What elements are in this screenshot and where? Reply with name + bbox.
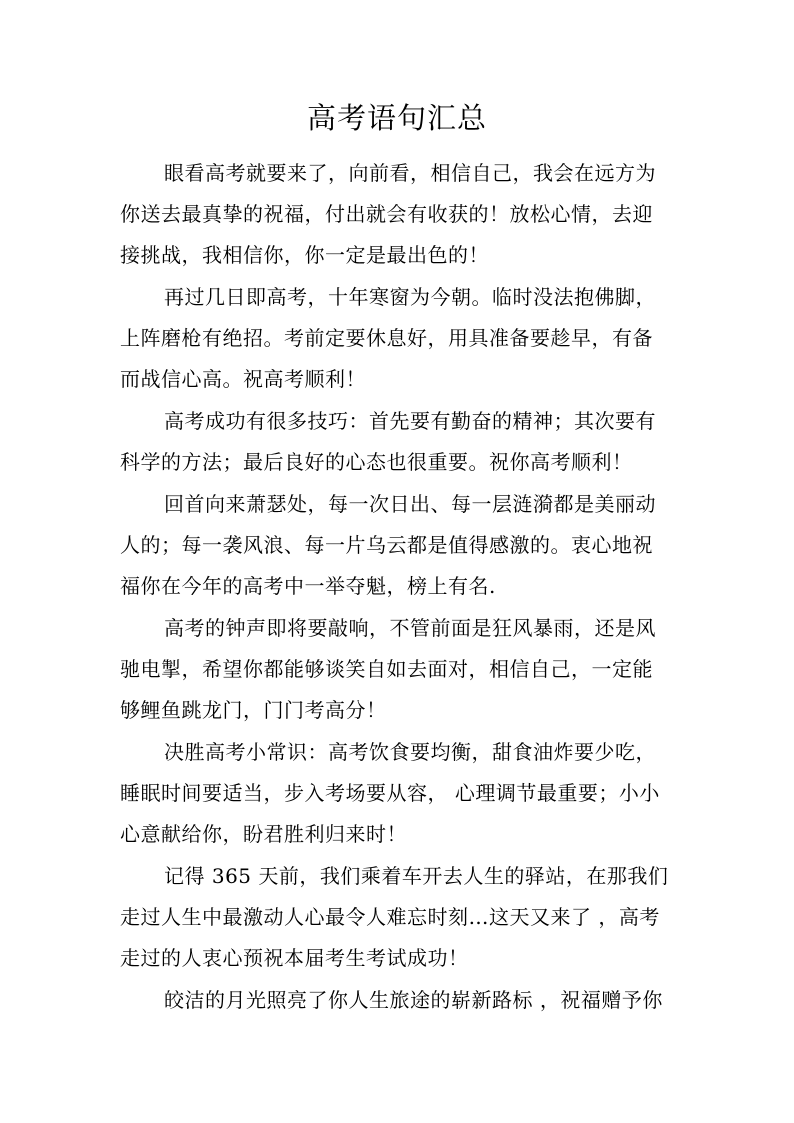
paragraph-8-line-1: 皎洁的月光照亮了你人生旅途的崭新路标 ，祝福赠予你 — [164, 988, 663, 1012]
paragraph-4-line-1: 回首向来萧瑟处，每一次日出、每一层涟漪都是美丽动 — [164, 492, 656, 516]
paragraph-7-line-3: 走过的人衷心预祝本届考生考试成功！ — [120, 946, 469, 970]
paragraph-1-line-2: 你送去最真挚的祝福，付出就会有收获的！放松心情，去迎 — [120, 202, 653, 226]
paragraph-2-line-2: 上阵磨枪有绝招。考前定要休息好，用具准备要趁早，有备 — [120, 326, 653, 350]
paragraph-2-line-3: 而战信心高。祝高考顺利！ — [120, 367, 366, 391]
paragraph-4-line-2: 人的；每一袭风浪、每一片乌云都是值得感激的。衷心地祝 — [120, 533, 653, 557]
paragraph-4-line-3: 福你在今年的高考中一举夺魁，榜上有名. — [120, 574, 496, 598]
paragraph-6-line-2: 睡眠时间要适当，步入考场要从容， 心理调节最重要；小小 — [120, 781, 660, 805]
paragraph-3-line-2: 科学的方法；最后良好的心态也很重要。祝你高考顺利！ — [120, 450, 633, 474]
paragraph-1-line-3: 接挑战，我相信你，你一定是最出色的！ — [120, 243, 489, 267]
paragraph-3-line-1: 高考成功有很多技巧：首先要有勤奋的精神；其次要有 — [164, 409, 656, 433]
paragraph-6-line-1: 决胜高考小常识：高考饮食要均衡，甜食油炸要少吃， — [164, 740, 656, 764]
paragraph-1-line-1: 眼看高考就要来了，向前看，相信自己，我会在远方为 — [164, 161, 656, 185]
paragraph-5-line-1: 高考的钟声即将要敲响，不管前面是狂风暴雨，还是风 — [164, 616, 656, 640]
document-title: 高考语句汇总 — [306, 101, 487, 135]
paragraph-6-line-3: 心意献给你，盼君胜利归来时！ — [120, 822, 407, 846]
paragraph-5-line-3: 够鲤鱼跳龙门，门门考高分！ — [120, 698, 387, 722]
paragraph-7-line-1: 记得 365 天前，我们乘着车开去人生的驿站，在那我们 — [164, 864, 669, 888]
paragraph-5-line-2: 驰电掣，希望你都能够谈笑自如去面对，相信自己，一定能 — [120, 657, 653, 681]
paragraph-2-line-1: 再过几日即高考，十年寒窗为今朝。临时没法抱佛脚， — [164, 285, 656, 309]
paragraph-7-line-2: 走过人生中最激动人心最令人难忘时刻…这天又来了 ，高考 — [120, 905, 660, 929]
